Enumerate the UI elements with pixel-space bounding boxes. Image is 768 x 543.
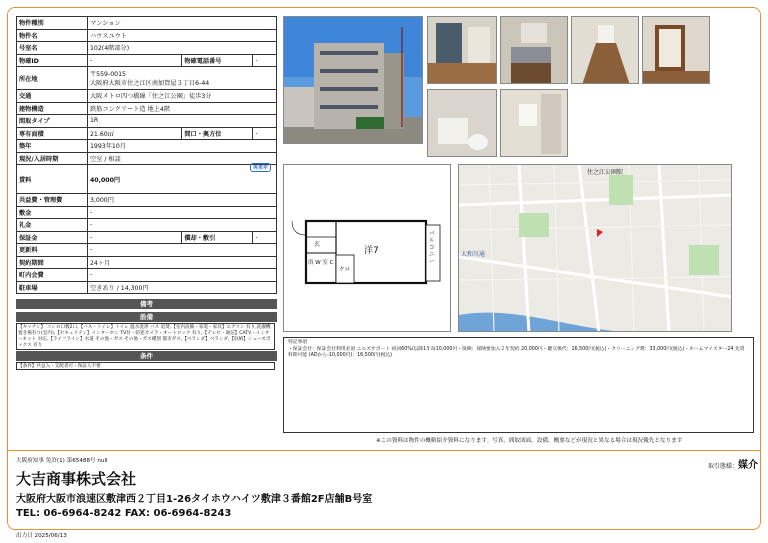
interior-photo-6 [500, 89, 568, 157]
spec-label: 専有面積 [17, 127, 88, 140]
license-number: 大阪府知事 免許(1) 第65488号 null [16, 458, 108, 464]
interior-photo-3 [571, 16, 639, 84]
building-photo [283, 16, 423, 144]
spec-value: - [88, 219, 277, 232]
spec-label-secondary: 償却・敷引 [182, 231, 253, 244]
spec-value: 3,000円 [88, 194, 277, 207]
disclaimer: ※この資料は物件の概略紹介資料になります。写真、間取図面、設備、概要などが現況と異なる場合は現況優先となります [376, 438, 683, 444]
spec-label: 所在地 [17, 67, 88, 90]
spec-label: 建物構造 [17, 102, 88, 115]
spec-value: マンション [88, 17, 277, 30]
spec-table [16, 16, 277, 294]
spec-row [17, 206, 277, 219]
spec-label: 物件種別 [17, 17, 88, 30]
spec-row [17, 90, 277, 103]
spec-value: - [88, 269, 277, 282]
company-phone: TEL: 06-6964-8242 FAX: 06-6964-8243 [16, 508, 232, 519]
balcony-label: バルコニー [429, 231, 435, 265]
spec-row [17, 269, 277, 282]
spec-label: 現況/入居時期 [17, 152, 88, 165]
room-label: 洋7 [364, 246, 379, 256]
spec-row [17, 244, 277, 257]
spec-label: 礼金 [17, 219, 88, 232]
interior-photo-2 [500, 16, 568, 84]
spec-row [17, 281, 277, 294]
spec-row [17, 29, 277, 42]
conditions-header: 条件 [16, 351, 277, 361]
spec-value: 102(4階部分) [88, 42, 277, 55]
spec-row [17, 152, 277, 165]
interior-photo-4 [642, 16, 710, 84]
spec-label: 築年 [17, 140, 88, 153]
spec-value: ハウスユウト [88, 29, 277, 42]
spec-row [17, 127, 277, 140]
spec-label: 号室名 [17, 42, 88, 55]
spec-row [17, 256, 277, 269]
remarks-text: ・保証会社：保証会社利用必須 ニルズサポート 初回60%/以降1年毎10,000円・保険：保険要加入２年契約 20,000円・鍵交換代：16,500円(税込)・クリーニング費：33,000円(税込)・ホームマイスター24 先賃料期可能 (ADから-10,000円)：16,500円(税込) [288, 346, 745, 358]
remarks-header: 備考 [16, 299, 277, 309]
spec-label: 賃料 [17, 165, 88, 194]
spec-label: 更新料 [17, 244, 88, 257]
spec-label: 間取タイプ [17, 115, 88, 128]
spec-label: 駐車場 [17, 281, 88, 294]
rent-badge: 再来年 [250, 163, 271, 172]
footer-divider [7, 450, 761, 451]
spec-label-secondary: 間口・奥方位 [182, 127, 253, 140]
spec-value-secondary: - [253, 127, 277, 140]
road-label: 大和川通 [461, 251, 486, 258]
deal-type-value: 媒介 [738, 460, 759, 471]
spec-row [17, 54, 277, 67]
entrance-label: 玄 [314, 241, 321, 248]
company-name: 大吉商事株式会社 [16, 470, 137, 488]
spec-value-secondary: - [253, 231, 277, 244]
spec-value: - [88, 54, 182, 67]
spec-value [88, 67, 277, 90]
deal-type-label: 取引態様： [708, 463, 739, 470]
spec-label: 共益費・管理費 [17, 194, 88, 207]
spec-value: - [88, 244, 277, 257]
remarks-title: 特記事項 [288, 340, 308, 345]
spec-value-secondary: - [253, 54, 277, 67]
spec-value: 空きあり / 14,300円 [88, 281, 277, 294]
deal-type [708, 456, 758, 471]
spec-value: 1R [88, 115, 277, 128]
spec-value: - [88, 206, 277, 219]
spec-label: 町内会費 [17, 269, 88, 282]
spec-label: 敷金 [17, 206, 88, 219]
company-address: 大阪府大阪市浪速区敷津西２丁目1-26タイホウハイツ敷津３番館2F店舗B号室 [16, 494, 373, 505]
spec-row [17, 219, 277, 232]
output-date: 出力日 2025/06/13 [16, 533, 67, 539]
spec-label: 交通 [17, 90, 88, 103]
spec-label: 物確ID [17, 54, 88, 67]
spec-row [17, 67, 277, 90]
spec-value: 24ヶ月 [88, 256, 277, 269]
remarks-box [283, 337, 754, 433]
spec-row [17, 42, 277, 55]
conditions-text: 【条件】共益入・支配者可・保証人不要 [16, 362, 275, 370]
spec-value: 鉄筋コンクリート造 地上4階 [88, 102, 277, 115]
spec-label-secondary: 物確電話番号 [182, 54, 253, 67]
spec-row [17, 231, 277, 244]
spec-value: 空室 / 相談 [88, 152, 277, 165]
spec-row [17, 194, 277, 207]
interior-photo-5 [427, 89, 497, 157]
spec-value: 大阪メトロ四つ橋線「住之江公園」徒歩3分 [88, 90, 277, 103]
interior-photo-1 [427, 16, 497, 84]
spec-label: 契約期間 [17, 256, 88, 269]
spec-row [17, 165, 277, 194]
address-line: 大阪府大阪市住之江区南加賀屋３丁目6-44 [90, 80, 210, 87]
bath-label: 浴 W 室 C [308, 260, 334, 266]
equipment-header: 設備 [16, 312, 277, 322]
spec-row [17, 115, 277, 128]
spec-value: - [88, 231, 182, 244]
spec-row [17, 140, 277, 153]
spec-row [17, 102, 277, 115]
floor-plan [283, 164, 451, 332]
location-map [458, 164, 732, 332]
closet-label: クロ [339, 267, 351, 273]
spec-value: 1993年10月 [88, 140, 277, 153]
station-label: 住之江公園駅 [587, 169, 624, 176]
spec-label: 保証金 [17, 231, 88, 244]
spec-row [17, 17, 277, 30]
postal-code: 〒559-0015 [90, 71, 126, 78]
spec-value: 21.60㎡ [88, 127, 182, 140]
spec-value: 40,000円 [88, 165, 277, 194]
equipment-text: 【キッチン】 コンロ口数2口,【バス・トイレ】トイレ 温水洗浄 バス 追焚,【室内設備・家電・家具】エアコン 有り,洗濯機置き場有り(室内),【セキュリティ】インターホン TV付・防犯カメラ・オートロック 有り,【テレビ・通信】CATV・インターネット 対応,【ライフライン】水道 その他・ガス その他・ガス種別 都市ガス,【ベランダ】ベランダ,【収納】シューズボックス 有り [16, 323, 275, 350]
spec-label: 物件名 [17, 29, 88, 42]
